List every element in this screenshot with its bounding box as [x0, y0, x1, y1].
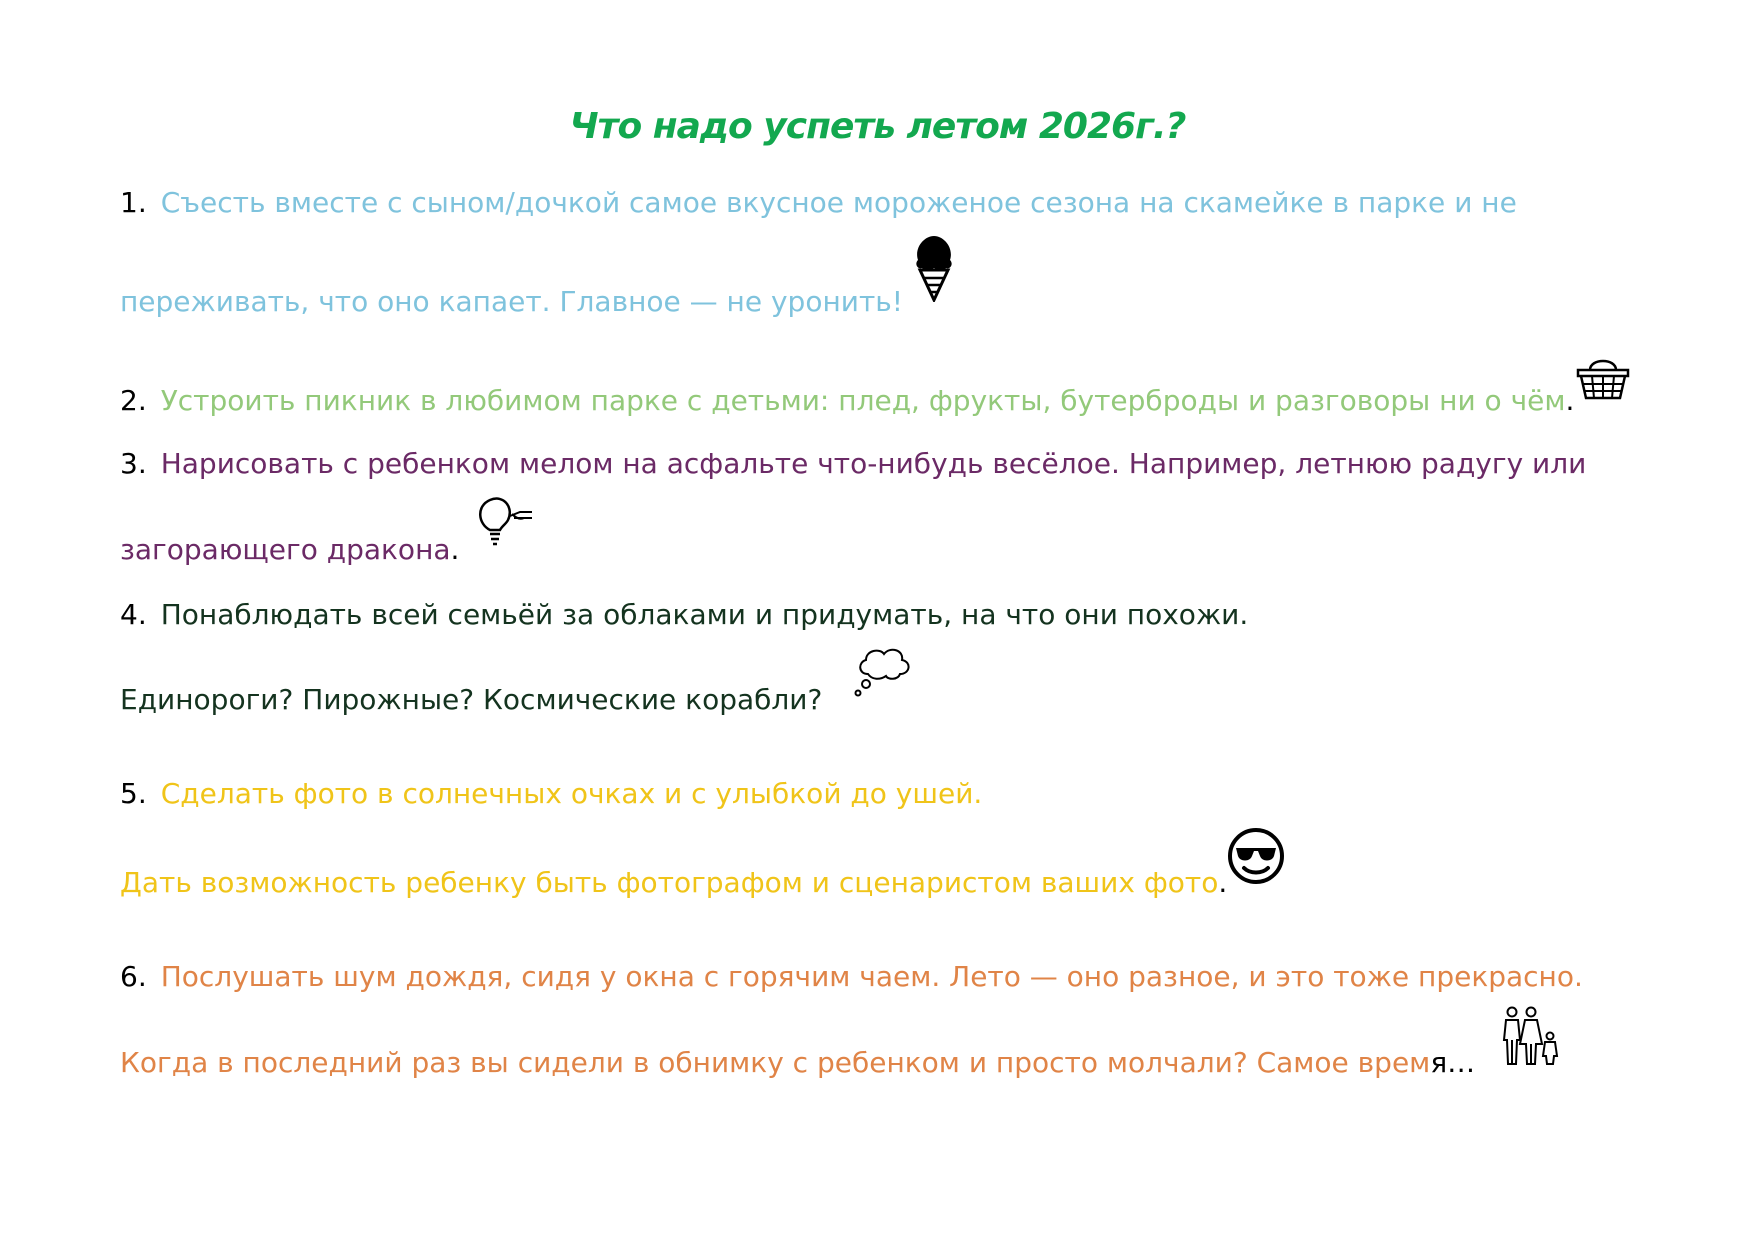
item-3-period: . [450, 533, 460, 566]
item-1-text-1: Съесть вместе с сыном/дочкой самое вкусное мороженое сезона на скамейке в парке и не [160, 186, 1517, 219]
item-4-text-2: Единороги? Пирожные? Космические корабли? [120, 683, 823, 716]
item-5-line-2 [120, 865, 1227, 901]
family-icon [1500, 1006, 1562, 1066]
item-4-text-1: Понаблюдать всей семьёй за облаками и придумать, на что они похожи. [160, 598, 1249, 631]
item-6-line-2 [120, 1045, 1475, 1081]
item-4-line-1 [120, 597, 1248, 633]
item-6-text-2: Когда в последний раз вы сидели в обнимку с ребенком и просто молчали? Самое врем [120, 1046, 1431, 1079]
item-6-ellipsis: я… [1430, 1046, 1476, 1079]
item-5-text-2: Дать возможность ребенку быть фотографом и сценаристом ваших фото [120, 866, 1219, 899]
sunglasses-smiley-icon [1226, 826, 1286, 886]
item-5-period: . [1218, 866, 1228, 899]
item-1-text-2: переживать, что оно капает. Главное — не уронить! [120, 285, 904, 318]
item-6-number: 6. [120, 960, 147, 993]
item-3-text-2: загорающего дракона [120, 533, 451, 566]
item-3-text-1: Нарисовать с ребенком мелом на асфальте что-нибудь весёлое. Например, летнюю радугу или [160, 447, 1587, 480]
item-4-number: 4. [120, 598, 147, 631]
picnic-basket-icon [1576, 354, 1630, 400]
item-2-text-1: Устроить пикник в любимом парке с детьми: плед, фрукты, бутерброды и разговоры ни о чём [160, 384, 1566, 417]
item-5-line-1 [120, 776, 982, 812]
item-1-line-2 [120, 284, 903, 320]
ice-cream-icon [912, 234, 956, 302]
item-1-line-1 [120, 185, 1517, 221]
item-3-number: 3. [120, 447, 147, 480]
item-5-text-1: Сделать фото в солнечных очках и с улыбкой до ушей. [160, 777, 983, 810]
item-6-line-1 [120, 959, 1583, 995]
item-4-line-2 [120, 682, 822, 718]
item-2-line-1 [120, 383, 1574, 419]
lightbulb-idea-icon [470, 494, 534, 552]
item-2-number: 2. [120, 384, 147, 417]
thought-cloud-icon [852, 646, 912, 698]
item-3-line-2 [120, 532, 459, 568]
item-1-number: 1. [120, 186, 147, 219]
item-5-number: 5. [120, 777, 147, 810]
item-2-period: . [1565, 384, 1575, 417]
item-3-line-1 [120, 446, 1586, 482]
item-6-text-1: Послушать шум дождя, сидя у окна с горячим чаем. Лето — оно разное, и это тоже прекрасно. [160, 960, 1583, 993]
page-title: Что надо успеть летом 2026г.? [569, 106, 1186, 147]
